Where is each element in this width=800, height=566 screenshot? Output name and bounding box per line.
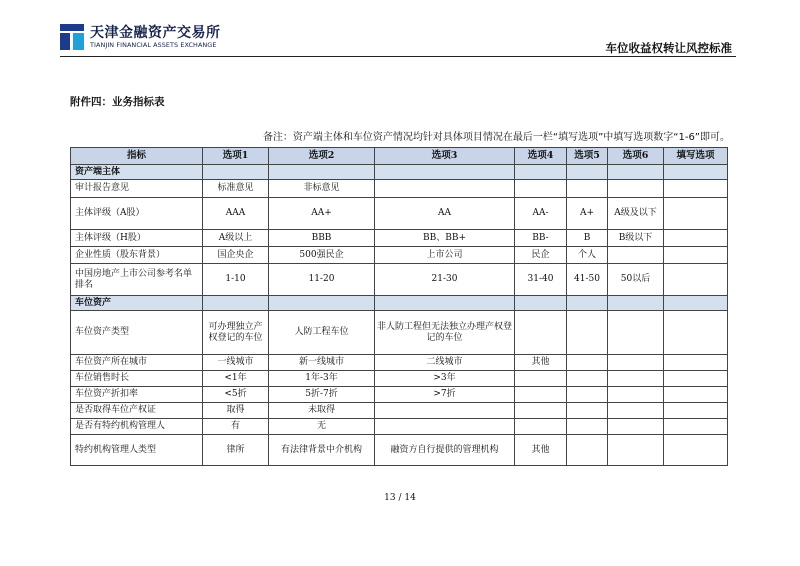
option-cell: 其他	[515, 355, 567, 371]
option-cell: 取得	[203, 403, 269, 419]
option-cell: 50以后	[608, 264, 664, 296]
table-note: 备注：资产端主体和车位资产情况均针对具体项目情况在最后一栏“填写选项”中填写选项数字“1-6”即可。	[262, 132, 730, 143]
option-cell: 5折-7折	[269, 387, 375, 403]
fill-option-cell[interactable]	[664, 371, 728, 387]
table-row	[71, 230, 728, 247]
section-row-parking-asset	[71, 296, 728, 311]
fill-option-cell[interactable]	[664, 264, 728, 296]
option-cell	[608, 180, 664, 198]
option-cell: 31-40	[515, 264, 567, 296]
table-row	[71, 311, 728, 355]
option-cell: 有	[203, 419, 269, 435]
option-cell: 41-50	[567, 264, 608, 296]
option-cell: 1年-3年	[269, 371, 375, 387]
option-cell: 二线城市	[375, 355, 515, 371]
section-label: 资产端主体	[71, 165, 203, 180]
option-cell: B	[567, 230, 608, 247]
option-cell: 国企央企	[203, 247, 269, 264]
option-cell: 500强民企	[269, 247, 375, 264]
option-cell	[608, 311, 664, 355]
option-cell	[515, 419, 567, 435]
fill-option-cell[interactable]	[664, 198, 728, 230]
fill-option-cell[interactable]	[664, 403, 728, 419]
option-cell: AA+	[269, 198, 375, 230]
option-cell: >7折	[375, 387, 515, 403]
indicator-label: 车位资产折扣率	[71, 387, 203, 403]
option-cell	[567, 180, 608, 198]
option-cell: AAA	[203, 198, 269, 230]
indicator-label: 特约机构管理人类型	[71, 435, 203, 466]
option-cell	[515, 371, 567, 387]
option-cell: 21-30	[375, 264, 515, 296]
section-row-asset-subject	[71, 165, 728, 180]
option-cell	[515, 387, 567, 403]
option-cell: A级及以下	[608, 198, 664, 230]
exchange-logo	[60, 22, 221, 52]
option-cell: 1-10	[203, 264, 269, 296]
option-cell	[608, 387, 664, 403]
indicator-label: 车位资产所在城市	[71, 355, 203, 371]
option-cell: 律所	[203, 435, 269, 466]
option-cell: <5折	[203, 387, 269, 403]
table-row	[71, 198, 728, 230]
option-cell	[608, 403, 664, 419]
option-cell: 民企	[515, 247, 567, 264]
table-row	[71, 435, 728, 466]
fill-option-cell[interactable]	[664, 355, 728, 371]
option-cell: AA	[375, 198, 515, 230]
table-row	[71, 264, 728, 296]
option-cell	[567, 419, 608, 435]
option-cell: 未取得	[269, 403, 375, 419]
option-cell: 11-20	[269, 264, 375, 296]
option-cell: >3年	[375, 371, 515, 387]
table-row	[71, 387, 728, 403]
fill-option-cell[interactable]	[664, 419, 728, 435]
table-row	[71, 371, 728, 387]
fill-option-cell[interactable]	[664, 387, 728, 403]
option-cell: 可办理独立产权登记的车位	[203, 311, 269, 355]
option-cell	[567, 435, 608, 466]
indicator-label: 企业性质（股东背景）	[71, 247, 203, 264]
indicator-label: 是否有特约机构管理人	[71, 419, 203, 435]
table-row	[71, 403, 728, 419]
option-cell: <1年	[203, 371, 269, 387]
option-cell: 有法律背景中介机构	[269, 435, 375, 466]
option-cell: 无	[269, 419, 375, 435]
option-cell: B级以下	[608, 230, 664, 247]
section-label: 车位资产	[71, 296, 203, 311]
option-cell: BB-	[515, 230, 567, 247]
table-row	[71, 355, 728, 371]
option-cell: 融资方自行提供的管理机构	[375, 435, 515, 466]
indicator-label: 主体评级（H股）	[71, 230, 203, 247]
option-cell	[515, 403, 567, 419]
option-cell: 人防工程车位	[269, 311, 375, 355]
option-cell	[375, 180, 515, 198]
header-cell: 选项1	[203, 148, 269, 165]
indicator-label: 中国房地产上市公司参考名单排名	[71, 264, 203, 296]
indicator-label: 车位资产类型	[71, 311, 203, 355]
option-cell	[608, 435, 664, 466]
fill-option-cell[interactable]	[664, 247, 728, 264]
fill-option-cell[interactable]	[664, 311, 728, 355]
header-cell: 选项2	[269, 148, 375, 165]
table-header-row	[71, 148, 728, 165]
header-cell: 选项3	[375, 148, 515, 165]
header-divider	[60, 56, 736, 57]
option-cell: 新一线城市	[269, 355, 375, 371]
header-cell: 填写选项	[664, 148, 728, 165]
page-number: 13 / 14	[384, 493, 416, 503]
header-cell: 指标	[71, 148, 203, 165]
option-cell	[567, 355, 608, 371]
fill-option-cell[interactable]	[664, 230, 728, 247]
option-cell	[608, 355, 664, 371]
logo-english-name: TIANJIN FINANCIAL ASSETS EXCHANGE	[90, 40, 217, 49]
indicator-table	[70, 147, 728, 466]
header-cell: 选项5	[567, 148, 608, 165]
option-cell: 非标意见	[269, 180, 375, 198]
option-cell: 非人防工程但无法独立办理产权登记的车位	[375, 311, 515, 355]
indicator-label: 审计报告意见	[71, 180, 203, 198]
table-row	[71, 180, 728, 198]
option-cell	[375, 419, 515, 435]
indicator-label: 车位销售时长	[71, 371, 203, 387]
option-cell	[567, 311, 608, 355]
option-cell: A级以上	[203, 230, 269, 247]
option-cell	[375, 403, 515, 419]
option-cell	[608, 419, 664, 435]
option-cell: 标准意见	[203, 180, 269, 198]
option-cell: 一线城市	[203, 355, 269, 371]
option-cell: A+	[567, 198, 608, 230]
option-cell: 上市公司	[375, 247, 515, 264]
fill-option-cell[interactable]	[664, 435, 728, 466]
annex-title: 附件四：业务指标表	[70, 96, 165, 108]
option-cell	[608, 371, 664, 387]
option-cell	[567, 387, 608, 403]
option-cell	[608, 247, 664, 264]
logo-chinese-name: 天津金融资产交易所	[90, 24, 221, 41]
indicator-label: 主体评级（A股）	[71, 198, 203, 230]
header-cell: 选项6	[608, 148, 664, 165]
option-cell	[515, 180, 567, 198]
option-cell: 个人	[567, 247, 608, 264]
table-row	[71, 419, 728, 435]
indicator-label: 是否取得车位产权证	[71, 403, 203, 419]
option-cell: 其他	[515, 435, 567, 466]
option-cell: BB、BB+	[375, 230, 515, 247]
option-cell: AA-	[515, 198, 567, 230]
option-cell: BBB	[269, 230, 375, 247]
option-cell	[567, 403, 608, 419]
table-row	[71, 247, 728, 264]
logo-mark-icon	[60, 24, 84, 50]
option-cell	[567, 371, 608, 387]
document-title: 车位收益权转让风控标准	[605, 41, 732, 55]
option-cell	[515, 311, 567, 355]
header-cell: 选项4	[515, 148, 567, 165]
fill-option-cell[interactable]	[664, 180, 728, 198]
